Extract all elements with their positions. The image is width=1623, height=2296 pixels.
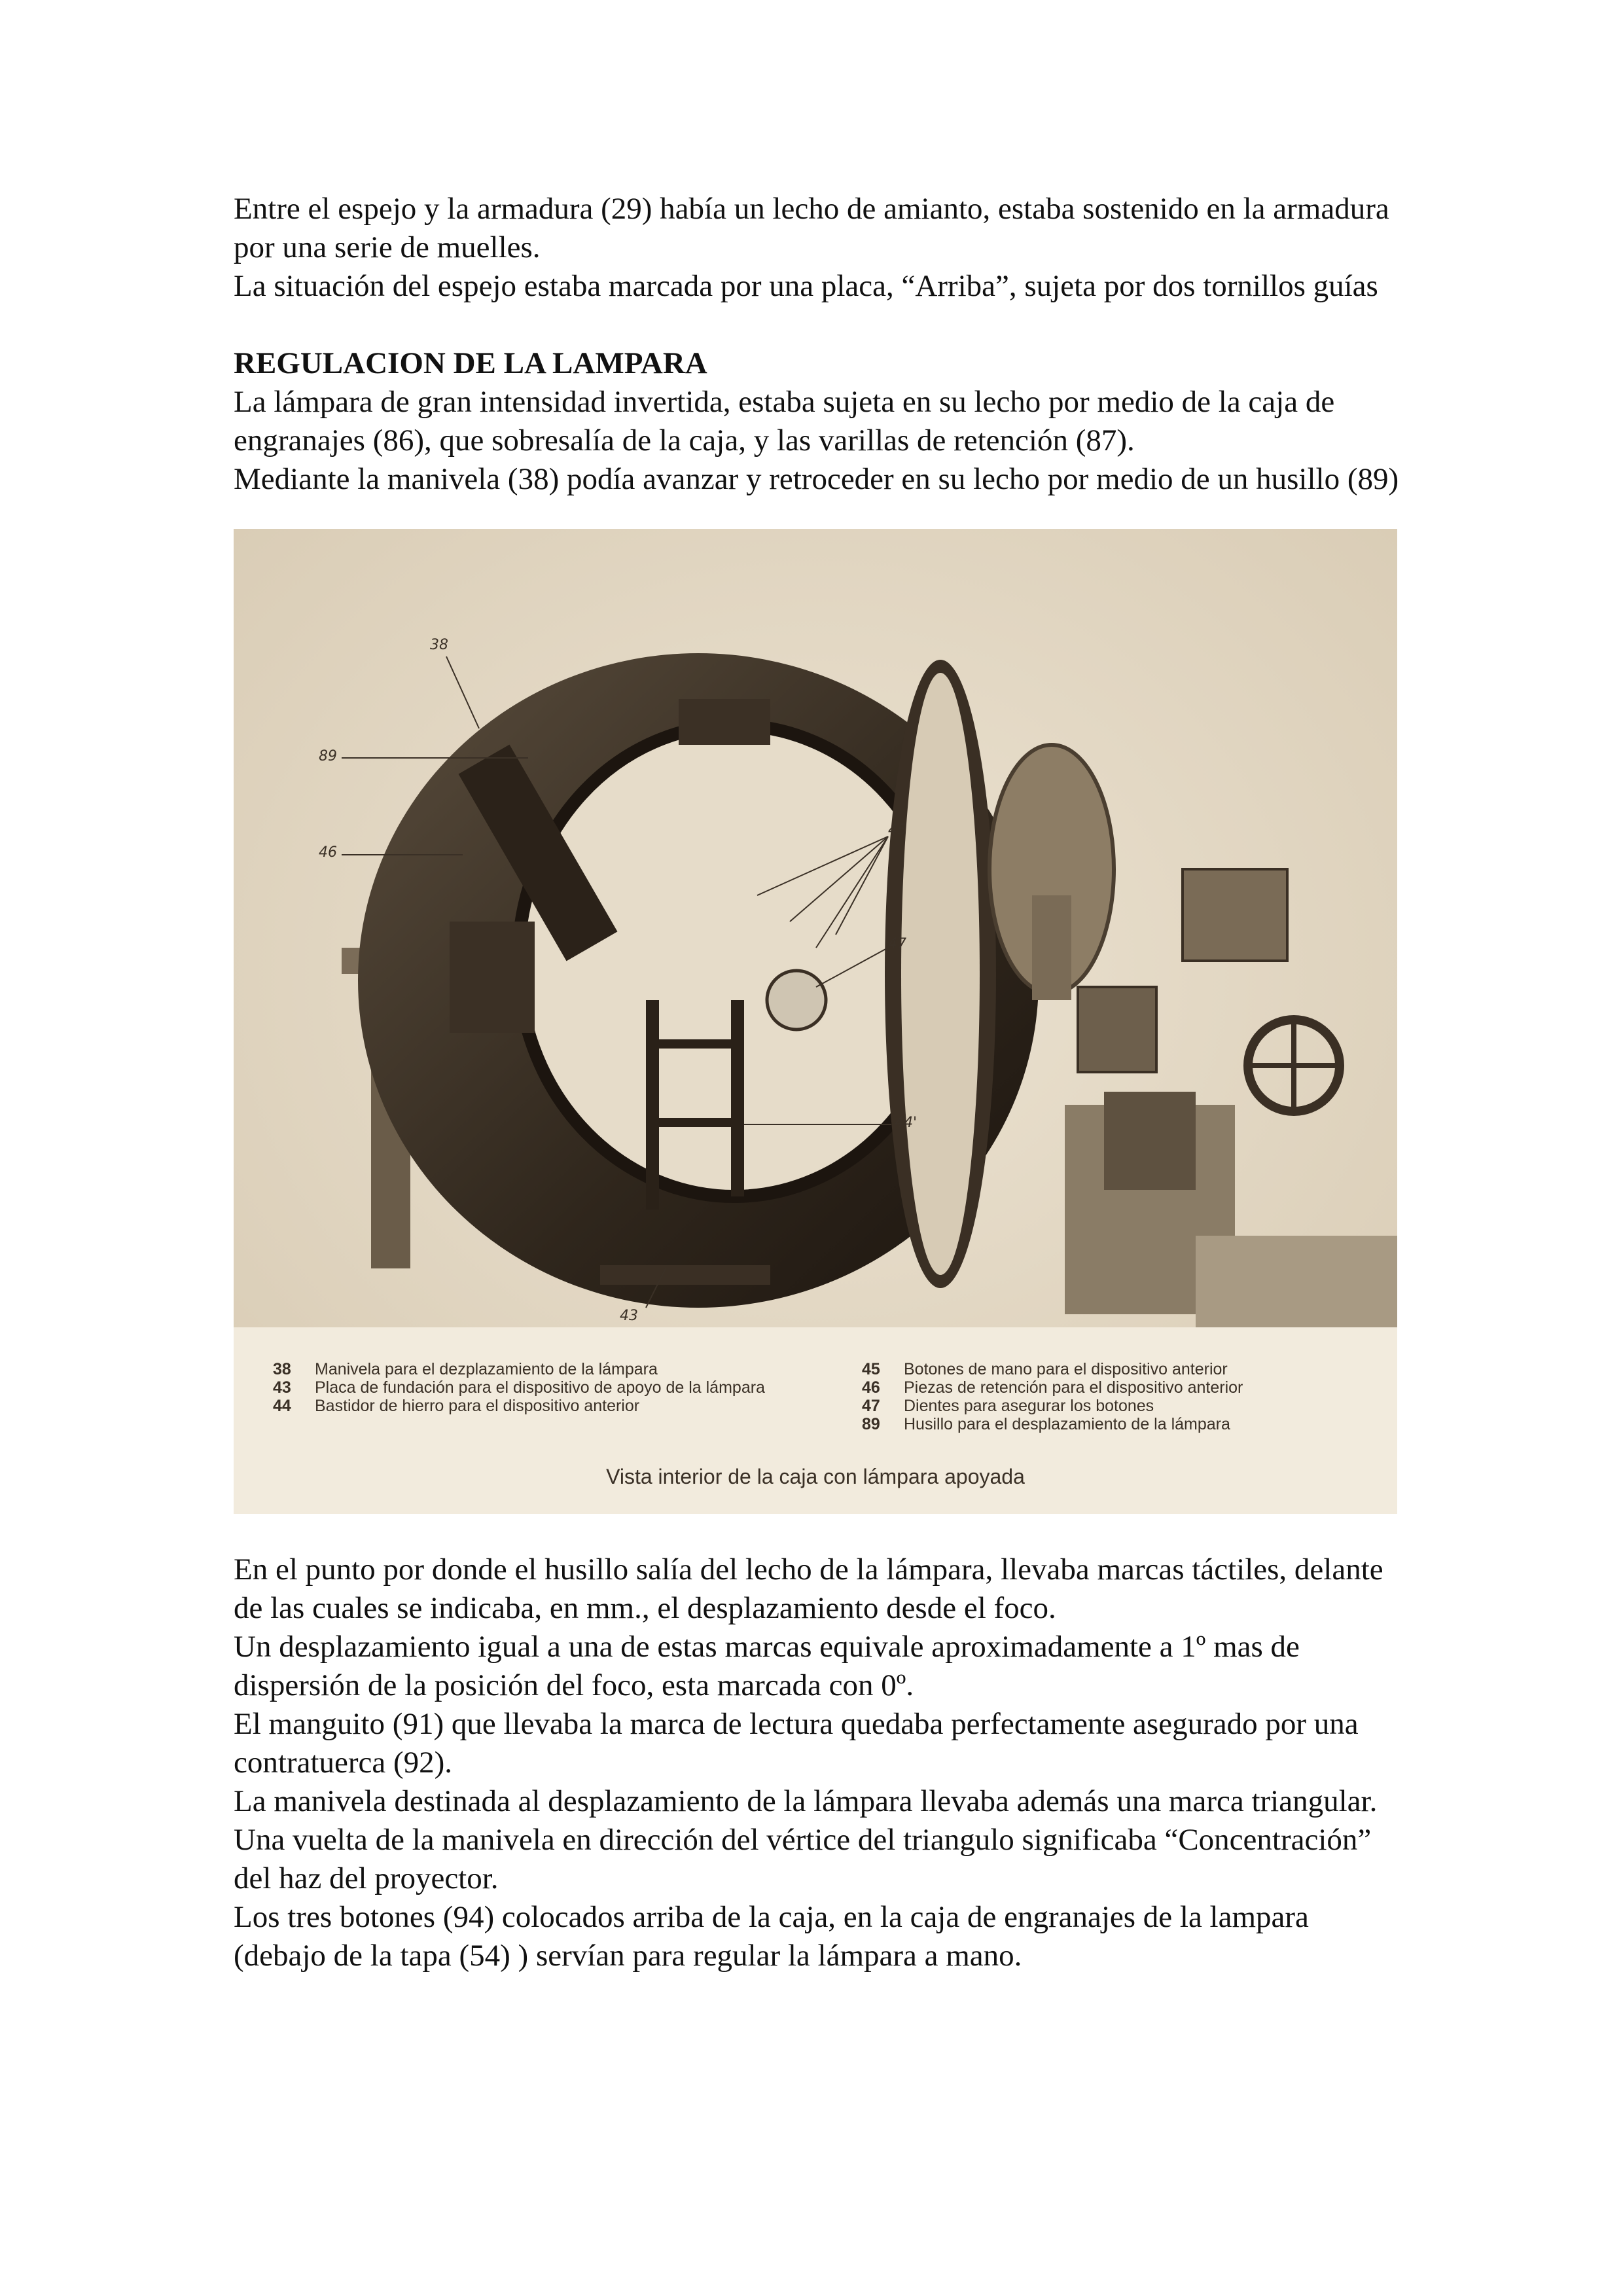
searchlight-figure — [234, 529, 1397, 1514]
callout-89: 89 — [319, 748, 337, 764]
closing-paragraph-3: El manguito (91) que llevaba la marca de lectura quedaba perfectamente asegurado por una contratuerca (92). — [234, 1707, 1359, 1780]
legend-item — [273, 1360, 810, 1378]
legend-text: Bastidor de hierro para el dispositivo anterior — [315, 1397, 640, 1415]
figure-caption: Vista interior de la caja con lámpara apoyada — [606, 1465, 1025, 1488]
legend-text: Manivela para el dezplazamiento de la lámpara — [315, 1360, 658, 1378]
closing-paragraph-2: Un desplazamiento igual a una de estas marcas equivale aproximadamente a 1º mas de dispersión de la posición del foco, esta marcada con 0º. — [234, 1630, 1300, 1702]
legend-item — [862, 1397, 1397, 1415]
legend-item — [862, 1415, 1397, 1433]
callout-47: 47 — [888, 936, 906, 952]
callout-46: 46 — [319, 844, 337, 861]
legend-number: 44 — [273, 1397, 291, 1415]
legend-number: 38 — [273, 1360, 291, 1378]
intro-paragraph-2: La situación del espejo estaba marcada por una placa, “Arriba”, sujeta por dos tornillos guías — [234, 269, 1378, 303]
legend-text: Botones de mano para el dispositivo anterior — [904, 1360, 1228, 1378]
intro-paragraph-1: Entre el espejo y la armadura (29) había un lecho de amianto, estaba sostenido en la armadura por una serie de muelles. — [234, 192, 1389, 264]
closing-paragraph-4: La manivela destinada al desplazamiento de la lámpara llevaba además una marca triangular. — [234, 1784, 1378, 1818]
callout-43: 43 — [620, 1308, 638, 1324]
legend-text: Placa de fundación para el dispositivo de apoyo de la lámpara — [315, 1378, 765, 1397]
legend-left-column — [273, 1360, 810, 1415]
closing-paragraph-5: Una vuelta de la manivela en dirección del vértice del triangulo significaba “Concentración” del haz del proyector. — [234, 1823, 1372, 1895]
callout-45: 45 — [888, 822, 906, 838]
callout-44: 44' — [895, 1115, 918, 1131]
document-page — [234, 190, 1405, 1975]
legend-text: Dientes para asegurar los botones — [904, 1397, 1154, 1415]
legend-text: Husillo para el desplazamiento de la lámpara — [904, 1415, 1230, 1433]
legend-item — [862, 1360, 1397, 1378]
legend-number: 45 — [862, 1360, 880, 1378]
section-heading: REGULACION DE LA LAMPARA — [234, 346, 707, 380]
legend-number: 89 — [862, 1415, 880, 1433]
section-paragraph-1: La lámpara de gran intensidad invertida, estaba sujeta en su lecho por medio de la caja de engranajes (86), que sobresalía de la caja, y las varillas de retención (87). — [234, 385, 1335, 457]
legend-number: 47 — [862, 1397, 880, 1415]
legend-item — [273, 1397, 810, 1415]
legend-number: 46 — [862, 1378, 880, 1397]
closing-paragraph-1: En el punto por donde el husillo salía del lecho de la lámpara, llevaba marcas táctiles, delante de las cuales se indicaba, en mm., el desplazamiento desde el foco. — [234, 1552, 1383, 1625]
legend-item — [862, 1378, 1397, 1397]
legend-right-column — [862, 1360, 1397, 1433]
closing-paragraph-6: Los tres botones (94) colocados arriba de la caja, en la caja de engranajes de la lampara (debajo de la tapa (54) ) servían para regular la lámpara a mano. — [234, 1900, 1309, 1973]
legend-number: 43 — [273, 1378, 291, 1397]
legend-item — [273, 1378, 810, 1397]
legend-text: Piezas de retención para el dispositivo anterior — [904, 1378, 1243, 1397]
callout-38: 38 — [430, 637, 448, 653]
section-paragraph-2: Mediante la manivela (38) podía avanzar y retroceder en su lecho por medio de un husillo (89) — [234, 462, 1399, 496]
